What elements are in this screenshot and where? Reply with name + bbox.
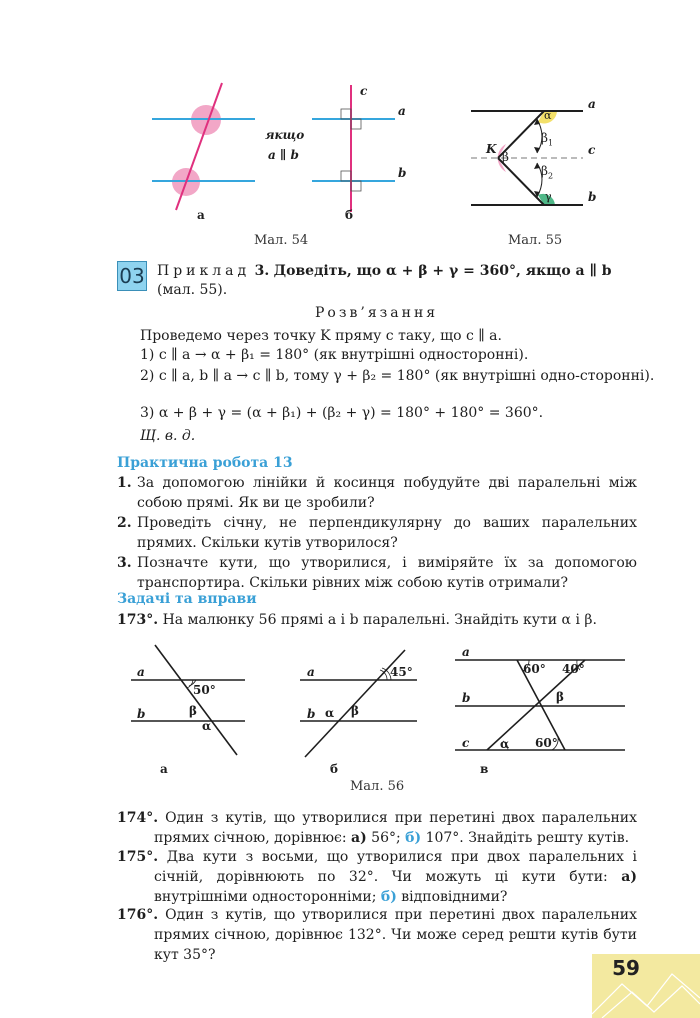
solution-line-1: 1) c ∥ a → α + β₁ = 180° (як внутрішні односторонні). <box>140 347 529 363</box>
example-label: Приклад <box>157 263 251 279</box>
fig55-beta: β <box>502 150 509 164</box>
task-175: 175°. Два кути з восьми, що утворилися при двох паралельних і січній, дорівнюють по 32°. Чи можуть ці кути бути: а) внутрішніми односторонніми; б) відповідними? <box>117 849 637 905</box>
example-badge: 03 <box>117 261 147 291</box>
practical-item: 1. За допомогою лінійки й косинця побудуйте дві паралельні між собою прямі. Як ви це зробили? 2. Проведіть січну, не перпендикулярну до ваших паралельних прямих. Скільки кутів утворилося? 3. Позначте кути, що утворилися, і виміряйте їх за допомогою транспортира. Скільки рівних між собою кутів отримали? <box>117 475 637 591</box>
fig56c-angle3: 60° <box>535 736 558 750</box>
fig56c-line-a: a <box>462 645 470 659</box>
fig55-beta1: $\beta_1$ <box>541 131 554 148</box>
fig56-caption: Мал. 56 <box>350 779 405 794</box>
fig56b-line-b: b <box>307 707 316 721</box>
fig56b-alpha: α <box>325 706 335 720</box>
fig55-line-c: c <box>588 143 596 157</box>
fig56a-beta: β <box>189 704 197 718</box>
fig55-point-k: K <box>486 142 497 156</box>
solution-line-0: Проведемо через точку K пряму c таку, що c ∥ a. <box>140 328 502 344</box>
practical-title: Практична робота 13 <box>117 455 293 471</box>
fig55-alpha: α <box>544 109 552 122</box>
fig56a-sublabel: а <box>160 762 168 776</box>
fig56c-sublabel: в <box>480 762 489 776</box>
example-number: 3. <box>254 263 270 279</box>
fig56b-angle: 45° <box>390 665 413 679</box>
page-number: 59 <box>612 956 640 980</box>
fig55-beta2: $\beta_2$ <box>541 164 554 181</box>
fig56c-line-b: b <box>462 691 471 705</box>
fig54-line-a: a <box>398 104 406 118</box>
fig54-cond-formula: a ∥ b <box>268 148 299 162</box>
solution-line-3: 3) α + β + γ = (α + β₁) + (β₂ + γ) = 180° + 180° = 360°. <box>140 405 544 421</box>
solution-title: Розв’язання <box>315 305 439 321</box>
fig56c-beta: β <box>556 690 564 704</box>
tasks-title: Задачі та вправи <box>117 591 257 607</box>
example-statement <box>157 261 637 281</box>
solution-qed: Щ. в. д. <box>140 428 196 444</box>
fig55-gamma: γ <box>545 190 552 203</box>
solution-line-2: 2) c ∥ a, b ∥ a → c ∥ b, тому γ + β₂ = 180° (як внутрішні одно-сторонні). <box>140 368 655 384</box>
fig55-line-b: b <box>588 190 597 204</box>
task-174: 174°. Один з кутів, що утворилися при перетині двох паралельних прямих січною, дорівнює: а) 56°; б) 107°. Знайдіть решту кутів. <box>117 810 638 846</box>
fig56b-beta: β <box>351 704 359 718</box>
fig54-sublabel-a: а <box>197 208 205 222</box>
fig56c-line-c: c <box>462 736 470 750</box>
fig55-line-a: a <box>588 97 596 111</box>
task-173: 173°. На малюнку 56 прямі a і b паралельні. Знайдіть кути α і β. <box>117 612 597 628</box>
example-text: Доведіть, що α + β + γ = 360°, якщо a ∥ b <box>273 263 612 279</box>
fig56b-line-a: a <box>307 665 315 679</box>
example-ref: (мал. 55). <box>157 282 228 298</box>
fig56b-sublabel: б <box>330 762 339 776</box>
fig56c-angle2: 40° <box>562 662 585 676</box>
fig56a-line-b: b <box>137 707 146 721</box>
fig56c-angle1: 60° <box>523 662 546 676</box>
fig56a-alpha: α <box>202 719 212 733</box>
fig54-cond-text: якщо <box>265 128 305 142</box>
fig56a-line-a: a <box>137 665 145 679</box>
fig54-sublabel-b: б <box>345 208 354 222</box>
fig56c-alpha: α <box>500 737 510 751</box>
fig56a-angle: 50° <box>193 683 216 697</box>
fig54-caption: Мал. 54 <box>254 233 309 248</box>
fig54-line-c: c <box>360 84 368 98</box>
fig55-caption: Мал. 55 <box>508 233 563 248</box>
fig54-line-b: b <box>398 166 407 180</box>
task-176: 176°. Один з кутів, що утворилися при перетині двох паралельних прямих січною, дорівнює 132°. Чи може серед решти кутів бути кут 35°? <box>117 907 638 963</box>
